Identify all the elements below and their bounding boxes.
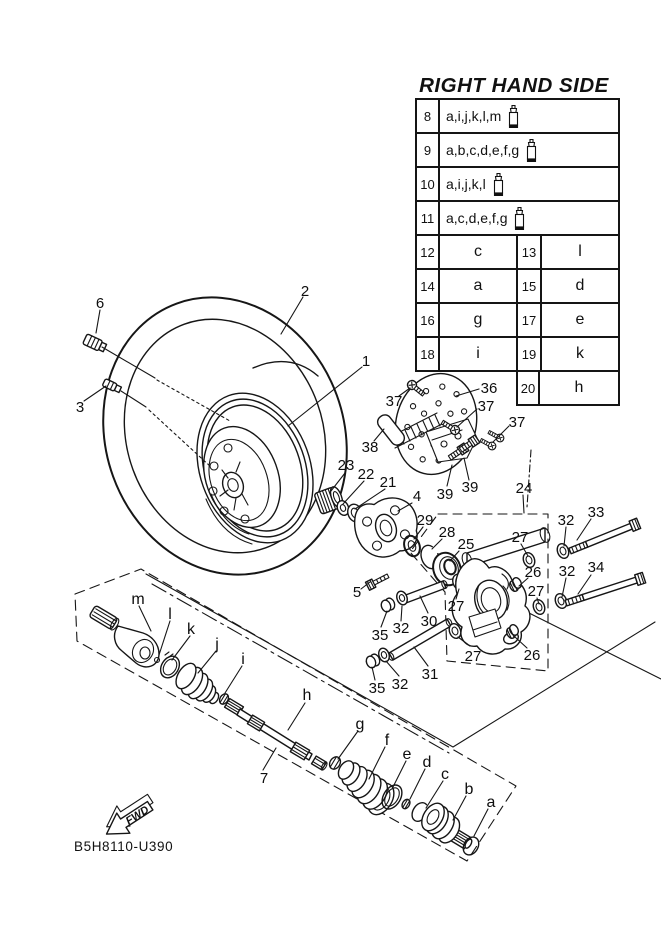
callout-e: e — [402, 746, 412, 763]
table-ref-number: 9 — [417, 134, 440, 166]
table-row-12-13 — [417, 236, 618, 270]
callout-6: 6 — [95, 295, 105, 312]
callout-7: 7 — [259, 770, 269, 787]
table-letter-list: a,b,c,d,e,f,g — [446, 142, 520, 158]
grease-tube-icon — [524, 139, 539, 162]
bolt-34 — [564, 572, 645, 608]
screw-37-d — [487, 429, 505, 444]
bolt-5 — [366, 572, 391, 590]
callout-32-b: 32 — [391, 676, 409, 693]
table-row-18-19 — [417, 338, 618, 370]
callout-b: b — [464, 781, 474, 798]
washer-27-right — [531, 598, 546, 616]
table-letter-list: a,i,j,k,l,m — [446, 108, 502, 124]
hub-assembly — [314, 485, 425, 590]
table-ref-number: 17 — [518, 304, 542, 336]
grease-reference-table — [415, 98, 620, 372]
callout-c: c — [441, 766, 449, 783]
page-title: RIGHT HAND SIDE — [419, 74, 609, 97]
callout-37-b: 37 — [477, 398, 495, 415]
fwd-arrow — [97, 788, 160, 844]
callout-32-right: 32 — [558, 563, 576, 580]
callout-26-top: 26 — [524, 564, 542, 581]
table-letter: l — [578, 243, 582, 260]
callout-27-hub: 27 — [447, 598, 465, 615]
callout-h: h — [302, 687, 312, 704]
table-row-16-17 — [417, 304, 618, 338]
callout-5: 5 — [352, 584, 362, 601]
table-ref-number: 15 — [518, 270, 542, 302]
table-row-11 — [417, 202, 618, 236]
table-letter: i — [440, 338, 518, 370]
callout-27-right: 27 — [527, 583, 545, 600]
grease-tube-icon — [506, 105, 521, 128]
table-letter: g — [440, 304, 518, 336]
table-ref-number: 8 — [417, 100, 440, 132]
table-ref-number: 18 — [417, 338, 440, 370]
tire-and-wheel — [65, 263, 385, 609]
table-letter: a — [440, 270, 518, 302]
table-row-8 — [417, 100, 618, 134]
callout-39-b: 39 — [461, 479, 479, 496]
callout-21: 21 — [379, 474, 397, 491]
collar-30 — [403, 581, 446, 603]
table-letter: e — [575, 311, 585, 328]
table-letter: k — [576, 345, 584, 362]
table-ref-number: 11 — [417, 202, 440, 234]
table-ref-number: 20 — [518, 372, 540, 404]
callout-d: d — [422, 754, 432, 771]
table-ref-number: 19 — [518, 338, 542, 370]
table-ref-number: 10 — [417, 168, 440, 200]
callout-36: 36 — [480, 380, 498, 397]
table-ref-number: 13 — [518, 236, 542, 268]
callout-34: 34 — [587, 559, 605, 576]
callout-a: a — [486, 794, 496, 811]
callout-23: 23 — [337, 457, 355, 474]
callout-29: 29 — [416, 512, 434, 529]
callout-30: 30 — [420, 613, 438, 630]
valve-stem-part-6 — [83, 334, 108, 353]
callout-37-c: 37 — [508, 414, 526, 431]
table-ref-number: 12 — [417, 236, 440, 268]
callout-22: 22 — [357, 466, 375, 483]
table-letter: h — [574, 379, 584, 396]
brake-disc — [385, 365, 487, 483]
washer-32-top — [555, 542, 570, 560]
callout-35-b: 35 — [368, 680, 386, 697]
fwd-label: FWD — [123, 803, 152, 828]
screw-37-c — [479, 437, 497, 452]
callout-2: 2 — [300, 283, 310, 300]
table-row-14-15 — [417, 270, 618, 304]
callout-37-a: 37 — [385, 393, 403, 410]
grease-tube-icon — [512, 207, 527, 230]
callout-24: 24 — [515, 480, 533, 497]
callout-26-bottom: 26 — [523, 647, 541, 664]
callout-31: 31 — [421, 666, 439, 683]
axle-shaft-h — [225, 699, 329, 771]
table-letter: c — [440, 236, 518, 268]
table-ref-number: 16 — [417, 304, 440, 336]
table-row-9 — [417, 134, 618, 168]
callout-3: 3 — [75, 399, 85, 416]
table-letter-list: a,c,d,e,f,g — [446, 210, 508, 226]
drawing-part-code: B5H8110-U390 — [74, 839, 174, 854]
callout-m: m — [131, 591, 145, 608]
callout-k: k — [187, 621, 195, 638]
callout-39-a: 39 — [436, 486, 454, 503]
callout-25: 25 — [457, 536, 475, 553]
callout-27-top: 27 — [511, 529, 529, 546]
callout-32-top: 32 — [557, 512, 575, 529]
callout-l: l — [168, 606, 172, 623]
callout-32-a: 32 — [392, 620, 410, 637]
callout-28: 28 — [438, 524, 456, 541]
table-row-10 — [417, 168, 618, 202]
callout-f: f — [384, 732, 390, 749]
callout-4: 4 — [412, 488, 422, 505]
clip-d — [400, 798, 411, 810]
washer-32-a — [395, 590, 409, 607]
callout-i: i — [241, 651, 245, 668]
callout-j: j — [215, 636, 219, 653]
callout-1: 1 — [361, 353, 371, 370]
cv-boot-f — [335, 758, 399, 819]
callout-38: 38 — [361, 439, 379, 456]
table-ref-number: 14 — [417, 270, 440, 302]
callout-27-bottom: 27 — [464, 648, 482, 665]
callout-g: g — [355, 716, 365, 733]
grease-tube-icon — [491, 173, 506, 196]
table-row-20 — [516, 372, 620, 406]
table-letter-list: a,i,j,k,l — [446, 176, 486, 192]
inner-stub-shaft — [89, 605, 121, 631]
table-letter: d — [575, 277, 585, 294]
callout-35-a: 35 — [371, 627, 389, 644]
callout-33: 33 — [587, 504, 605, 521]
